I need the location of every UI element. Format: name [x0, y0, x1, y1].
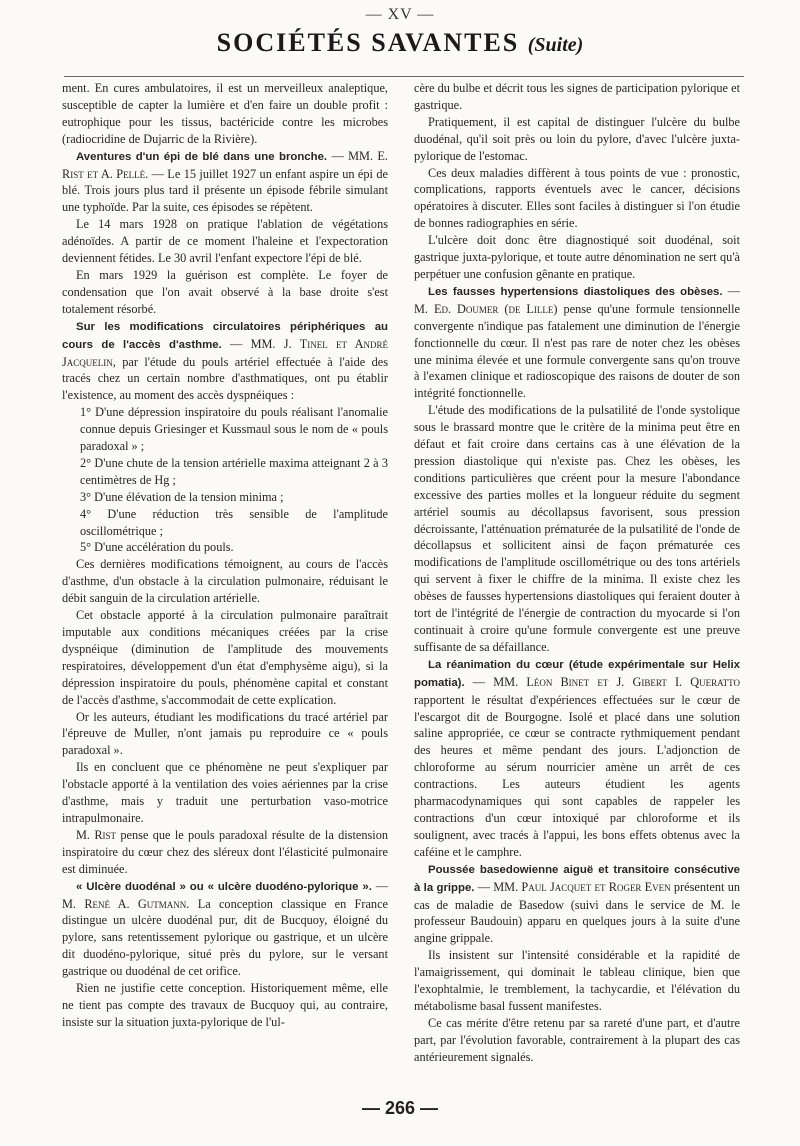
- paragraph: Ces deux maladies diffèrent à tous points de vue : pronostic, complications, rapports éventuels avec le cancer, décisions opératoires à discuter. Elles sont faciles à distinguer si l'on étudie de bonnes radiographies en série.: [414, 165, 740, 231]
- article-reanimation: [414, 656, 740, 861]
- paragraph: Or les auteurs, étudiant les modifications du tracé artériel par l'épreuve de Muller, n'ont jamais pu reproduire ce « pouls paradoxal ».: [62, 709, 388, 758]
- article-text: présentent un cas de maladie de Basedow (suivi dans le service de M. le professeur Baudouin) apparu en quelques jours à la suite d'une angine grippale.: [414, 879, 740, 946]
- article-title: Sur les modifications circulatoires périphériques au cours de l'accès d'asthme.: [62, 320, 388, 351]
- article-aventures: [62, 148, 388, 217]
- article-ulcere: [62, 878, 388, 980]
- article-text: rapportent le résultat d'expériences effectuées sur le cœur de l'escargot dit de Bourgogne. Isolé et placé dans une solution saline appropriée, ce cœur se contracte rythmiquement pendant des heures et même pendant des jours. L'adjonction de chloroforme au sérum nourricier amène un arrêt de ces contractions. Les auteurs étudient les agents pharmacodynamiques qui sont capables de rappeler les contractions d'un cœur intoxiqué par chloroforme et ils soulignent, avec tracés à l'appui, les bons effets obtenus avec la caféine et le camphre.: [414, 692, 740, 859]
- article-authors: — MM. Léon Binet et J. Gibert I. Queratto: [464, 674, 740, 689]
- article-basedow: [414, 861, 740, 948]
- header-title: SOCIÉTÉS SAVANTES: [216, 28, 520, 57]
- article-text: La conception classique en France distingue un ulcère duodénal pur, dit de Bucquoy, éloigné du pylore, sans retentissement pylorique ou gastrique, et un ulcère dit duodéno-pylorique, situé près du pylore, sur le versant gastrique ou duodénal de cet orifice.: [62, 896, 388, 979]
- list-item: 1° D'une dépression inspiratoire du pouls réalisant l'anomalie connue depuis Griesinger et Kussmaul sous le nom de « pouls paradoxal » ;: [80, 405, 388, 454]
- paragraph: cère du bulbe et décrit tous les signes de participation pylorique et gastrique.: [414, 81, 740, 112]
- article-title: Poussée basedowienne aiguë et transitoire consécutive à la grippe.: [414, 863, 740, 894]
- paragraph: L'étude des modifications de la pulsatilité de l'onde systolique sous le brassard montre que le critère de la minima peut être en défaut et fait croire dans certains cas à une élévation de la pression diastolique qui n'existe pas. Chez les obèses, les conditions particulières que créent pour la mesure l'abondance excessive des parties molles et la longueur réduite du segment artériel soumis au décollapsus favorisent, sous pression décroissante, l'atténuation prématurée de la pulsatilité de l'onde de décollapsus et sollicitent ainsi de façon prématurée ces modifications de l'amplitude oscillométrique ou des tons artériels qui servent à fixer le chiffre de la minima. Il existe chez les obèses de fausses hypertensions diastoliques qui feraient douter à tort de l'intégrité de l'énergie de contraction du myocarde si l'on continuait à croire qu'une formule convergente est une preuve suffisante de sa défaillance.: [414, 403, 740, 654]
- paragraph: Ils en concluent que ce phénomène ne peut s'expliquer par l'obstacle apporté à la ventilation des voies aériennes par la crise d'asthme, mais y traduit une perturbation vaso-motrice intrapulmonaire.: [62, 760, 388, 825]
- paragraph: En mars 1929 la guérison est complète. Le foyer de condensation que l'on avait observé à la base droite s'est totalement résorbé.: [62, 267, 388, 316]
- list-item: 4° D'une réduction très sensible de l'amplitude oscillométrique ;: [80, 506, 388, 538]
- article-text: par l'étude du pouls artériel effectuée à l'aide des tracés chez un certain nombre d'asthmatiques, ont pu établir l'existence, au moment des accès dyspnéiques :: [62, 354, 388, 403]
- list-item: 5° D'une accélération du pouls.: [80, 540, 234, 555]
- header-suite: (Suite): [527, 34, 584, 56]
- article-asthme: [62, 318, 388, 405]
- article-title: « Ulcère duodénal » ou « ulcère duodéno-pylorique ».: [76, 880, 372, 893]
- article-title: La réanimation du cœur (étude expérimentale sur Helix pomatia).: [414, 658, 740, 689]
- paragraph-rist: [62, 827, 388, 878]
- article-authors: — MM. J. Tinel et André Jacquelin,: [62, 336, 388, 369]
- page-number: — 266 —: [361, 1098, 439, 1118]
- paragraph-text: pense que le pouls paradoxal résulte de la distension inspiratoire du cœur chez des sléreux dont l'élasticité pulmonaire est diminuée.: [62, 827, 388, 876]
- section-header: [0, 28, 800, 58]
- paragraph: Rien ne justifie cette conception. Historiquement même, elle ne tient pas compte des travaux de Bucquoy qui, au contraire, insiste sur la situation juxta-pylorique de l'ul-: [62, 981, 388, 1029]
- paragraph: Ces dernières modifications témoignent, au cours de l'accès d'asthme, d'un obstacle à la circulation pulmonaire, réduisant le débit sanguin de la circulation artérielle.: [62, 557, 388, 606]
- left-column: [62, 80, 388, 1031]
- article-text: — Le 15 juillet 1927 un enfant aspire un épi de blé. Trois jours plus tard il présente un épisode fébrile simulant une typhoïde. Par la suite, ces épisodes se répètent.: [62, 166, 388, 215]
- article-authors: — M. Ed. Doumer (de Lille): [414, 283, 740, 316]
- article-authors: — MM. E. Rist et A. Pellé.: [62, 148, 388, 181]
- paragraph: Le 14 mars 1928 on pratique l'ablation de végétations adénoïdes. A partir de ce moment l'haleine et l'expectoration deviennent fétides. Le 30 avril l'enfant expectore l'épi de blé.: [62, 217, 388, 266]
- paragraph: L'ulcère doit donc être diagnostiqué soit duodénal, soit gastrique juxta-pylorique, et toute autre dénomination ne sert qu'à perpétuer une confusion gênante en pratique.: [414, 233, 740, 281]
- article-text: pense qu'une formule tensionnelle convergente n'indique pas fatalement une diminution de l'énergie fonctionnelle du cœur. Il n'est pas rare de noter chez les obèses une minima élevée et une formule convergente sans qu'on trouve à l'examen clinique et radioscopique des raisons de douter de son intégrité fonctionnelle.: [414, 301, 740, 401]
- paragraph: ment. En cures ambulatoires, il est un merveilleux analeptique, susceptible de capter la lumière et d'en faire un double profit : eutrophique pour les tissus, bactéricide contre les microbes (radiocridine de Dujarric de la Rivière).: [62, 81, 388, 146]
- article-title: Aventures d'un épi de blé dans une bronche.: [76, 150, 328, 163]
- paragraph: Ils insistent sur l'intensité considérable et la rapidité de l'amaigrissement, qui dominait le tableau clinique, bien que l'exophtalmie, le tremblement, la tachycardie, et l'élévation du métabolisme basal fussent manifestes.: [414, 948, 740, 1013]
- article-title: Les fausses hypertensions diastoliques des obèses.: [428, 285, 723, 298]
- paragraph: Ce cas mérite d'être retenu par sa rareté d'une part, et d'autre part, par l'évolution favorable, contrairement à la plupart des cas antérieurement signalés.: [414, 1015, 740, 1064]
- header-rule: [64, 76, 744, 77]
- roman-page-number: — XV —: [365, 6, 435, 23]
- article-authors: — MM. Paul Jacquet et Roger Even: [474, 879, 671, 894]
- list-item: 2° D'une chute de la tension artérielle maxima atteignant 2 à 3 centimètres de Hg ;: [80, 455, 388, 487]
- paragraph: Cet obstacle apporté à la circulation pulmonaire paraîtrait imputable aux conditions mécaniques créées par la crise dyspnéique (diminution de l'amplitude des mouvements respiratoires, développement d'un état d'emphysème aigu), si la dépression inspiratoire du pouls, phénomène capital et constant de l'accès d'asthme, s'accommodait de cette explication.: [62, 608, 388, 707]
- author-name: M. Rist: [76, 827, 117, 842]
- right-column: [414, 80, 740, 1066]
- paragraph: Pratiquement, il est capital de distinguer l'ulcère du bulbe duodénal, qu'il soit près ou loin du pylore, d'avec l'ulcère juxta-pylorique de l'estomac.: [414, 114, 740, 163]
- article-hypertensions: [414, 283, 740, 402]
- list-item: 3° D'une élévation de la tension minima ;: [80, 489, 284, 504]
- article-authors: — M. René A. Gutmann.: [62, 878, 388, 911]
